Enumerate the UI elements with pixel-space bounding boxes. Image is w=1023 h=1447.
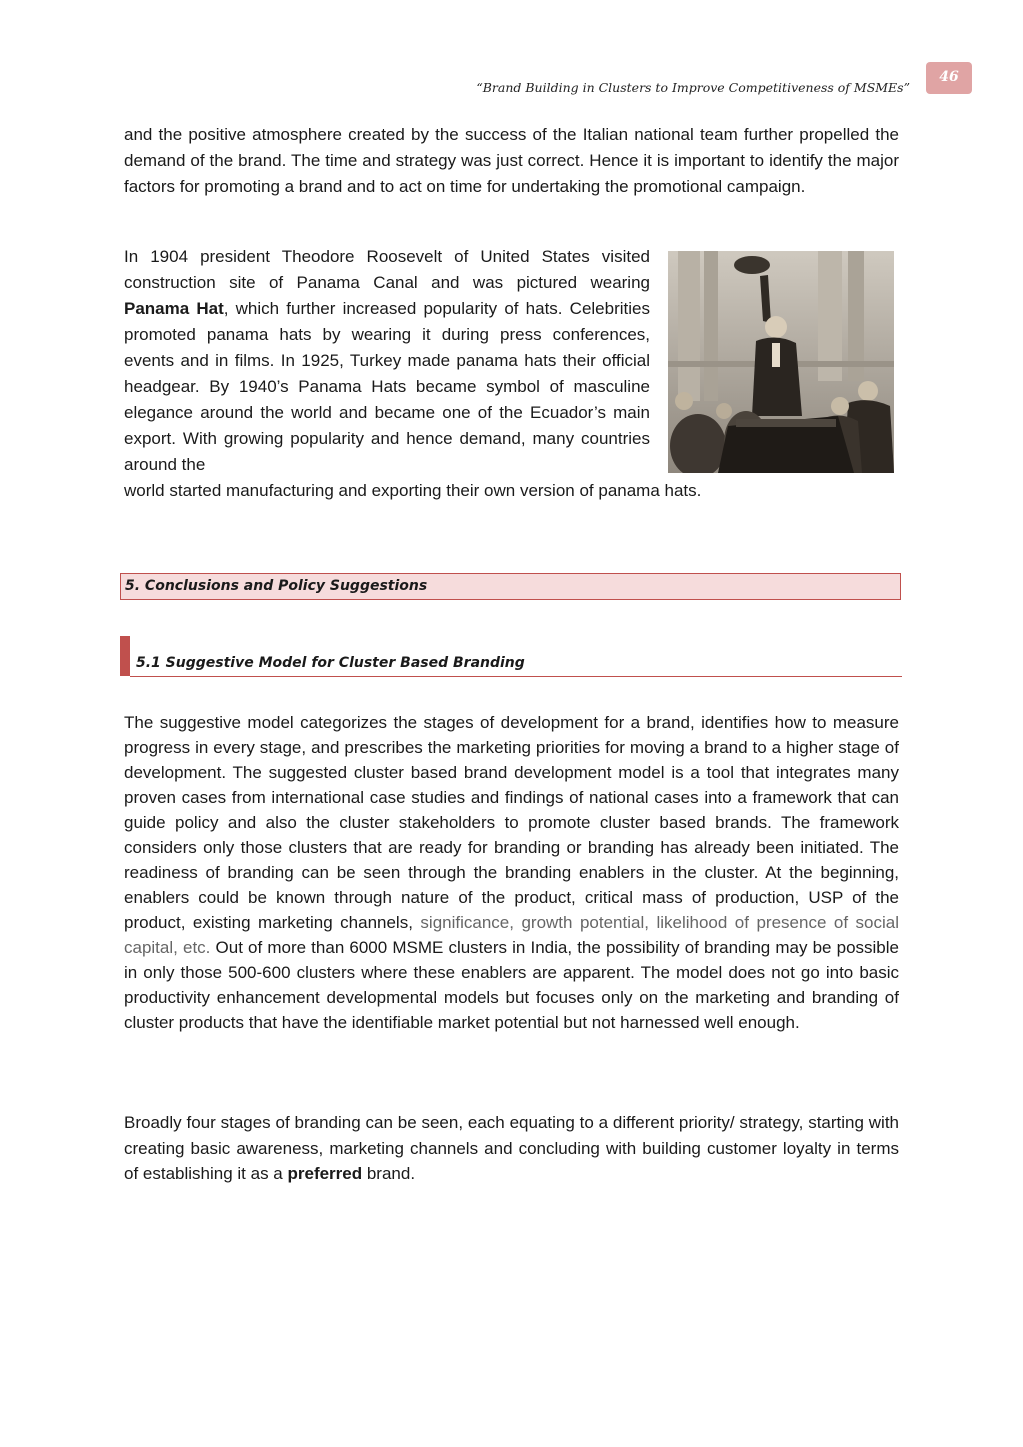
- page-number-badge: 46: [926, 62, 972, 94]
- p4-text-end: brand.: [362, 1164, 416, 1183]
- subsection-accent-bar: [120, 636, 130, 676]
- paragraph-roosevelt: [124, 244, 650, 478]
- p3-grey-text: significance, growth potential, likelihood of presence of social capital, etc.: [124, 913, 900, 957]
- subsection-underline: [130, 676, 902, 677]
- p3-text-end: Out of more than 6000 MSME clusters in India, the possibility of branding may be possible in only those 500-600 clusters where these enablers are apparent. The model does not go into basic productivity enhancement developmental models but focuses only on the marketing and branding of cluster products that have the identifiable market potential but not harnessed well enough.: [124, 938, 899, 1032]
- paragraph-four-stages: [124, 1110, 899, 1187]
- section-5-heading-box: [120, 573, 901, 600]
- paragraph-roosevelt-tail: world started manufacturing and exporting their own version of panama hats.: [124, 481, 702, 500]
- roosevelt-photo: [668, 251, 894, 473]
- paragraph-suggestive-model: [124, 710, 899, 1035]
- p2-text-end: , which further increased popularity of hats. Celebrities promoted panama hats by wearing it during press conferences, events and in films. In 1925, Turkey made panama hats their official headgear. By 1940’s Panama Hats became symbol of masculine elegance around the world and became one of the Ecuador’s main export. With growing popularity and hence demand, many countries around the: [124, 299, 650, 474]
- roosevelt-photo-image: [668, 251, 894, 473]
- p4-bold-preferred: preferred: [287, 1164, 363, 1183]
- running-header-title: “Brand Building in Clusters to Improve Competitiveness of MSMEs”: [476, 80, 910, 95]
- p4-text-start: Broadly four stages of branding can be seen, each equating to a different priority/ strategy, starting with creating basic awareness, marketing channels and concluding with building customer loyalty in terms of establishing it as a: [124, 1113, 899, 1183]
- section-5-title: 5. Conclusions and Policy Suggestions: [125, 578, 428, 594]
- subsection-5-1-title: 5.1 Suggestive Model for Cluster Based Branding: [136, 655, 525, 671]
- p2-text-start: In 1904 president Theodore Roosevelt of United States visited construction site of Panama Canal and was pictured wearing: [124, 247, 650, 292]
- p3-text-start: The suggestive model categorizes the stages of development for a brand, identifies how to measure progress in every stage, and prescribes the marketing priorities for moving a brand to a higher stage of development. The suggested cluster based brand development model is a tool that integrates many proven cases from international case studies and findings of national cases into a framework that can guide policy and also the cluster stakeholders to promote cluster based brands. The framework considers only those clusters that are ready for branding or branding has already been initiated. The readiness of branding can be seen through the branding enablers in the cluster. At the beginning, enablers could be known through nature of the product, critical mass of production, USP of the product, existing marketing channels,: [124, 713, 899, 932]
- p2-bold-panama-hat: Panama Hat: [124, 299, 224, 318]
- paragraph-intro: and the positive atmosphere created by the success of the Italian national team further propelled the demand of the brand. The time and strategy was just correct. Hence it is important to identify the major factors for promoting a brand and to act on time for undertaking the promotional campaign.: [124, 125, 899, 196]
